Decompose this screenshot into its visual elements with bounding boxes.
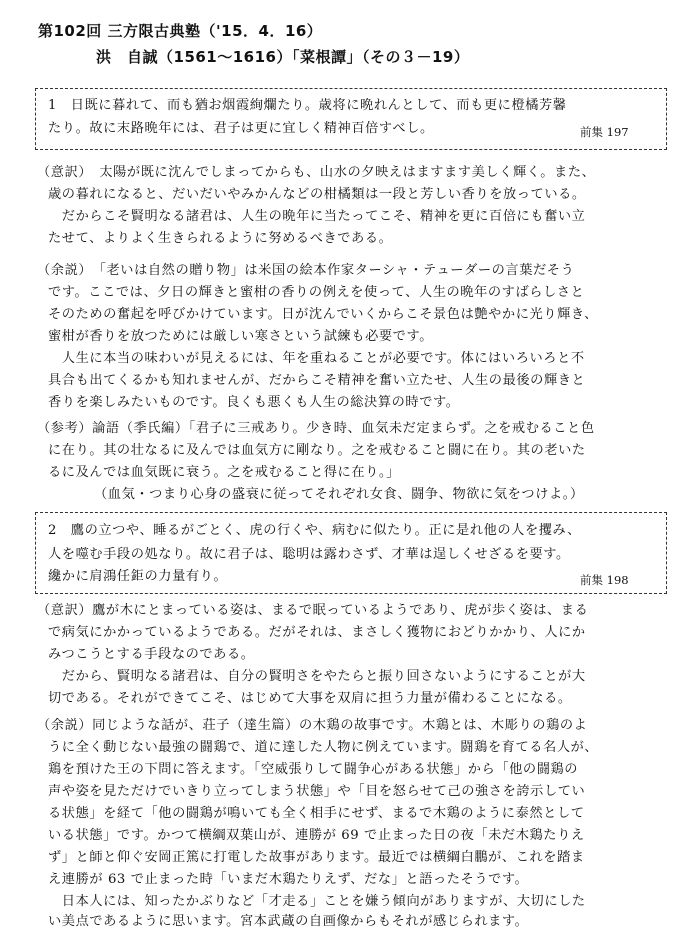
meaning-1-line: （意訳） 太陽が既に沈んでしまってからも、山水の夕映えはますます美しく輝く。また、: [37, 165, 596, 180]
meaning-2-line: （意訳）鷹が木にとまっている姿は、まるで眠っているようであり、虎が歩く姿は、まる: [37, 603, 589, 618]
reference-1-line: （参考）論語（季氏編）「君子に三戒あり。少き時、血気未だ定まらず。之を戒むること色: [37, 421, 595, 436]
commentary-2-line: え連勝が 63 で止まった時「いまだ木鶏たりえず、だな」と語ったそうです。: [48, 872, 529, 887]
quote-2-line: 人を噬む手段の処なり。故に君子は、聡明は露わさず、才華は逞しくせざるを要す。: [48, 547, 570, 562]
meaning-2-line: みつこうとする手段なのである。: [48, 647, 255, 662]
commentary-1-line: 蜜柑が香りを放つためには厳しい寒さという試練も必要です。: [48, 329, 433, 344]
commentary-2-line: 声や姿を見ただけでいきり立ってしまう状態」や「目を怒らせて己の強さを誇示してい: [48, 784, 586, 799]
meaning-2-line: 切である。それができてこそ、はじめて大事を双肩に担う力量が備わることになる。: [48, 691, 572, 706]
commentary-1-line: 人生に本当の味わいが見えるには、年を重ねることが必要です。体にはいろいろと不: [48, 351, 585, 366]
commentary-2-line: （余説）同じような話が、荘子（達生篇）の木鶏の故事です。木鶏とは、木彫りの鶏のよ: [37, 718, 588, 733]
lecture-title: 第102回 三方限古典塾（'15．4．16）: [38, 22, 323, 40]
quote-1-line: 1 日既に暮れて、而も猶お烟霞絢爛たり。歳将に晩れんとして、而も更に橙橘芳馨: [48, 98, 567, 113]
quote-2-line: 纔かに肩鴻任鉅の力量有り。: [48, 569, 228, 584]
commentary-1-line: 香りを楽しみたいものです。良くも悪くも人生の総決算の時です。: [48, 395, 460, 410]
commentary-1-line: 具合も出てくるかも知れませんが、だからこそ精神を奮い立たせ、人生の最後の輝きと: [48, 373, 586, 388]
commentary-2-line: うに全く動じない最強の闘鶏で、道に達した人物に例えています。闘鶏を育てる名人が、: [48, 740, 599, 755]
source-ref-1: 前集 197: [580, 125, 629, 139]
commentary-2-line: ず」と師と仰ぐ安岡正篤に打電した故事があります。最近では横綱白鵬が、これを踏ま: [48, 850, 585, 865]
meaning-2-line: で病気にかかっているようである。だがそれは、まさしく獲物におどりかかり、人にか: [48, 625, 586, 640]
quote-1-line: たり。故に末路晩年には、君子は更に宜しく精神百倍すべし。: [48, 121, 434, 136]
reference-1-line: （血気・つまり心身の盛衰に従ってそれぞれ女食、闘争、物欲に気をつけよ。）: [94, 487, 584, 502]
reference-1-line: に在り。其の壮なるに及んでは血気方に剛なり。之を戒むること闘に在り。其の老いた: [48, 443, 586, 458]
meaning-1-line: 歳の暮れになると、だいだいやみかんなどの柑橘類は一段と芳しい香りを放っている。: [48, 187, 586, 202]
reference-1-line: るに及んでは血気既に衰う。之を戒むること得に在り。」: [48, 465, 400, 480]
commentary-2-line: 鶏を預けた王の下問に答えます。「空威張りして闘争心がある状態」から「他の闘鶏の: [48, 762, 579, 777]
commentary-1-line: です。ここでは、夕日の輝きと蜜柑の香りの例えを使って、人生の晩年のすばらしさと: [48, 285, 585, 300]
meaning-2-line: だから、賢明なる諸君は、自分の賢明さをやたらと振り回さないようにすることが大: [48, 669, 586, 684]
commentary-2-line: いる状態」です。かつて横綱双葉山が、連勝が 69 で止まった日の夜「未だ木鶏たりえ: [48, 828, 585, 843]
meaning-1-line: だからこそ賢明なる諸君は、人生の晩年に当たってこそ、精神を更に百倍にも奮い立: [48, 209, 586, 224]
commentary-2-line: 日本人には、知ったかぶりなど「才走る」ことを嫌う傾向がありますが、大切にした: [48, 894, 586, 909]
commentary-2-line: い美点であるように思います。宮本武蔵の自画像からもそれが感じられます。: [48, 914, 529, 929]
source-ref-2: 前集 198: [580, 573, 629, 587]
lecture-subtitle: 洪 自誠（1561〜1616）「菜根譚」（その３－19）: [96, 48, 470, 66]
commentary-2-line: る状態」を経て「他の闘鶏が鳴いても全く相手にせず、まるで木鶏のように泰然として: [48, 806, 585, 821]
quote-2-line: 2 鷹の立つや、睡るがごとく、虎の行くや、病むに似たり。正に是れ他の人を攫み、: [48, 523, 581, 538]
commentary-1-line: そのための奮起を呼びかけています。日が沈んでいくからこそ景色は艶やかに光り輝き、: [48, 307, 598, 322]
meaning-1-line: たせて、よりよく生きられるように努めるべきである。: [48, 231, 393, 246]
commentary-1-line: （余説） 「老いは自然の贈り物」は米国の絵本作家ターシャ・テューダーの言葉だそう: [37, 263, 575, 278]
